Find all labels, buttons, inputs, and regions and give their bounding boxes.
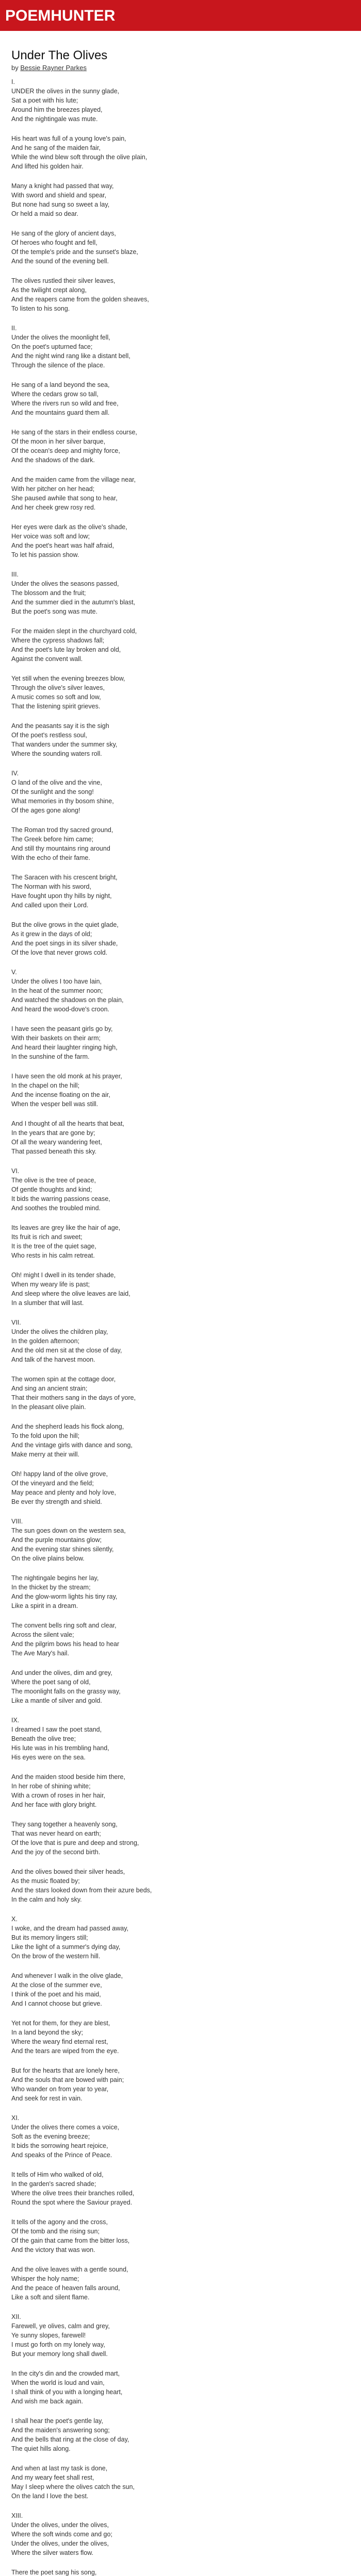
- poem-line: And speaks of the Prince of Peace.: [11, 2151, 112, 2159]
- poem-line: That wanders under the summer sky,: [11, 741, 118, 748]
- poem-line: His lute was in his trembling hand,: [11, 1744, 109, 1752]
- poem-line: And the night wind rang like a distant bell,: [11, 352, 130, 360]
- poem-line: In the calm and holy sky.: [11, 1896, 82, 1903]
- poem-line: And the nightingale was mute.: [11, 115, 98, 123]
- poem-line: And the poet sings in its silver shade,: [11, 940, 118, 947]
- poem-line: And my weary feet shall rest,: [11, 2474, 94, 2481]
- stanza: [11, 77, 228, 124]
- stanza: [11, 1971, 228, 2008]
- poem-line: May peace and plenty and holy love,: [11, 1489, 116, 1496]
- poem-line: Where the weary find eternal rest,: [11, 2038, 108, 2045]
- poem-line: Where the olive trees their branches rolled,: [11, 2190, 135, 2197]
- poem-line: And the incense floating on the air,: [11, 1091, 110, 1098]
- poem-line: Who wander on from year to year,: [11, 2086, 109, 2093]
- poem-line: Under the olives the moonlight fell,: [11, 334, 110, 341]
- poem-line: Its fruit is rich and sweet;: [11, 1233, 83, 1241]
- poem-line: Of all the weary wandering feet,: [11, 1139, 102, 1146]
- poem-line: Of the poet's restless soul,: [11, 732, 87, 739]
- poem-line: And wish me back again.: [11, 2398, 83, 2405]
- poem-line: Of the ocean's deep and mighty force,: [11, 447, 120, 454]
- poem-line: Of the gain that came from the bitter loss,: [11, 2237, 130, 2244]
- poem-line: In the heat of the summer noon;: [11, 987, 103, 994]
- poem-line: They sang together a heavenly song,: [11, 1821, 118, 1828]
- poem-line: And the souls that are bowed with pain;: [11, 2076, 124, 2083]
- poem-line: And the glow-worm lights his tiny ray,: [11, 1593, 118, 1600]
- stanza: [11, 1318, 228, 1364]
- poem-line: A music comes so soft and low,: [11, 693, 101, 701]
- poem-line: Of gentle thoughts and kind;: [11, 1186, 92, 1193]
- poem-line: In the garden's sacred shade;: [11, 2180, 96, 2188]
- poem-line: X.: [11, 1916, 18, 1923]
- poem-line: And the pilgrim bows his head to hear: [11, 1640, 120, 1648]
- poem-line: Of the temple's pride and the sunset's blaze,: [11, 248, 138, 256]
- poem-line: Yet not for them, for they are blest,: [11, 2020, 110, 2027]
- poem-line: On the land I love the best.: [11, 2493, 89, 2500]
- poem-line: And talk of the harvest moon.: [11, 1356, 95, 1363]
- poem-line: Like the light of a summer's dying day,: [11, 1943, 121, 1951]
- poem-line: And the maiden stood beside him there,: [11, 1773, 125, 1781]
- poem-title: Under The Olives: [11, 48, 108, 62]
- poem-line: And he sang of the maiden fair,: [11, 144, 101, 151]
- poem-line: Of the love that never grows cold.: [11, 949, 108, 956]
- poem-line: What memories in thy bosom shine,: [11, 798, 114, 805]
- poem-line: I have seen the peasant girls go by,: [11, 1025, 113, 1032]
- poem-line: XIII.: [11, 2512, 23, 2519]
- stanza: [11, 1375, 228, 1412]
- poem-line: The blossom and the fruit;: [11, 589, 86, 597]
- poem-line: His heart was full of a young love's pain,: [11, 135, 126, 142]
- poem-line: And under the olives, dim and grey,: [11, 1669, 112, 1676]
- stanza: [11, 626, 228, 664]
- poem-line: Under the olives the seasons passed,: [11, 580, 119, 587]
- poem-line: The sun goes down on the western sea,: [11, 1527, 126, 1534]
- poem-line: VI.: [11, 1167, 20, 1175]
- stanza: [11, 1517, 228, 1563]
- poem-line: And the sound of the evening bell.: [11, 258, 109, 265]
- stanza: [11, 522, 228, 560]
- poem-line: In the city's din and the crowded mart,: [11, 2370, 120, 2377]
- poem-line: And I cannot choose but grieve.: [11, 2000, 102, 2007]
- stanza: [11, 1914, 228, 1961]
- poem-line: In a land beyond the sky;: [11, 2029, 83, 2036]
- poem-line: Oh! might I dwell in its tender shade,: [11, 1272, 116, 1279]
- stanza: [11, 2170, 228, 2207]
- poem-line: Like a mantle of silver and gold.: [11, 1697, 102, 1704]
- poem-line: The women spin at the cottage door,: [11, 1376, 116, 1383]
- poem-line: The Ave Mary's hail.: [11, 1650, 69, 1657]
- poem-line: That passed beneath this sky.: [11, 1148, 97, 1155]
- stanza: [11, 674, 228, 711]
- poem-line: And the poet's lute lay broken and old,: [11, 646, 121, 653]
- poem-line: In the thicket by the stream;: [11, 1584, 91, 1591]
- poem-line: The moonlight falls on the grassy way,: [11, 1688, 121, 1695]
- poem-line: VII.: [11, 1319, 21, 1326]
- poem-line: The convent bells ring soft and clear,: [11, 1622, 117, 1629]
- poem-line: He sang of a land beyond the sea,: [11, 381, 110, 388]
- poem-line: Like a spirit in a dream.: [11, 1602, 78, 1609]
- poem-line: And the shepherd leads his flock along,: [11, 1423, 124, 1430]
- poem-line: He sang of the stars in their endless course,: [11, 429, 137, 436]
- poem-line: When the world is loud and vain,: [11, 2379, 105, 2386]
- stanza: [11, 2568, 228, 2576]
- poem-line: It tells of the agony and the cross,: [11, 2218, 108, 2226]
- stanza: [11, 1223, 228, 1260]
- stanza: [11, 475, 228, 512]
- poem-line: In her robe of shining white;: [11, 1783, 91, 1790]
- stanza: [11, 229, 228, 266]
- poem-line: Her voice was soft and low;: [11, 533, 90, 540]
- stanza: [11, 1820, 228, 1857]
- poem-line: Sat a poet with his lute;: [11, 97, 78, 104]
- poem-line: The quiet hills along.: [11, 2445, 71, 2452]
- poem-line: But the olive grows in the quiet glade,: [11, 921, 119, 928]
- poem-line: And the stars looked down from their azure beds,: [11, 1887, 152, 1894]
- poem-line: Through the olive's silver leaves,: [11, 684, 105, 691]
- poem-line: Under the olives there comes a voice,: [11, 2124, 120, 2131]
- stanza: [11, 2369, 228, 2406]
- poem-line: IX.: [11, 1717, 20, 1724]
- poem-line: O land of the olive and the vine,: [11, 779, 102, 786]
- poem-line: And the maiden came from the village near,: [11, 476, 136, 483]
- stanza: [11, 825, 228, 862]
- poem-line: And sing an ancient strain;: [11, 1385, 88, 1392]
- poem-line: Beneath the olive tree;: [11, 1735, 76, 1742]
- poem-line: I woke, and the dream had passed away,: [11, 1925, 128, 1932]
- poem-line: Across the silent vale;: [11, 1631, 74, 1638]
- poem-line: And the olive leaves with a gentle sound,: [11, 2266, 128, 2273]
- poem-line: And lifted his golden hair.: [11, 163, 84, 170]
- stanza: [11, 2217, 228, 2255]
- poem-line: And when at last my task is done,: [11, 2465, 108, 2472]
- poem-line: It bids the warring passions cease,: [11, 1195, 110, 1202]
- poem-line: The Saracen with his crescent bright,: [11, 874, 118, 881]
- stanza: [11, 2416, 228, 2453]
- poem-line: The nightingale begins her lay,: [11, 1574, 99, 1582]
- poem-line: To the fold upon the hill;: [11, 1432, 80, 1439]
- author-link[interactable]: Bessie Rayner Parkes: [20, 64, 87, 72]
- poem-line: But your memory long shall dwell.: [11, 2350, 108, 2358]
- poem-line: Oh! happy land of the olive grove,: [11, 1470, 108, 1478]
- poem-line: On the olive plains below.: [11, 1555, 85, 1562]
- stanza: [11, 1573, 228, 1611]
- poem-line: As the twilight crept along,: [11, 286, 87, 294]
- poem-line: Under the olives the children play,: [11, 1328, 108, 1335]
- poem-line: Round the spot where the Saviour prayed.: [11, 2199, 133, 2206]
- poem-line: And heard their laughter ringing high,: [11, 1044, 118, 1051]
- poem-line: It is the tree of the quiet sage,: [11, 1243, 96, 1250]
- poem-line: And the joy of the second birth.: [11, 1849, 101, 1856]
- poem-line: UNDER the olives in the sunny glade,: [11, 88, 120, 95]
- poem-line: At the close of the summer eve,: [11, 1981, 102, 1989]
- poem-line: And called upon their Lord.: [11, 902, 89, 909]
- poem-line: XII.: [11, 2313, 21, 2320]
- poem-line: The Roman trod thy sacred ground,: [11, 826, 113, 834]
- poem-line: Where the rivers run so wild and free,: [11, 400, 119, 407]
- site-header: [0, 0, 361, 31]
- poem-line: I shall think of you with a longing heart,: [11, 2388, 123, 2396]
- poem-line: In the sunshine of the farm.: [11, 1053, 90, 1060]
- poem-line: And the peasants say it is the sigh: [11, 722, 109, 730]
- stanza: [11, 1166, 228, 1213]
- poem-line: The olive is the tree of peace,: [11, 1177, 96, 1184]
- poem-line: With their baskets on their arm;: [11, 1035, 101, 1042]
- stanza: [11, 1072, 228, 1109]
- poem-line: And I thought of all the hearts that beat,: [11, 1120, 124, 1127]
- poem-line: And the purple mountains glow;: [11, 1536, 102, 1544]
- stanza: [11, 2464, 228, 2501]
- poem-line: As it grew in the days of old;: [11, 930, 92, 938]
- poem-line: To let his passion show.: [11, 551, 79, 558]
- poem-line: Ye sunny slopes, farewell!: [11, 2332, 86, 2339]
- poem-line: With the echo of their fame.: [11, 854, 90, 861]
- poem-line: III.: [11, 571, 19, 578]
- stanza: [11, 181, 228, 218]
- poem-line: And the summer died in the autumn's blast,: [11, 599, 136, 606]
- poem-line: Against the convent wall.: [11, 655, 83, 663]
- poem-line: And still thy mountains ring around: [11, 845, 110, 852]
- stanza: [11, 2312, 228, 2359]
- poem-line: His eyes were on the sea.: [11, 1754, 86, 1761]
- poem-line: Have fought upon thy hills by night,: [11, 892, 112, 900]
- poem-line: And the evening star shines silently,: [11, 1546, 114, 1553]
- poem-line: And her face with glory bright.: [11, 1801, 97, 1808]
- poem-line: Or held a maid so dear.: [11, 210, 78, 217]
- poem-line: I have seen the old monk at his prayer,: [11, 1073, 122, 1080]
- logo-text: POEM: [5, 7, 51, 24]
- poem-line: In the golden afternoon;: [11, 1337, 80, 1345]
- poem-line: Be ever thy strength and shield.: [11, 1498, 102, 1505]
- stanza: [11, 1119, 228, 1156]
- stanza: [11, 2066, 228, 2103]
- stanza: [11, 1469, 228, 1506]
- poem-line: As the music floated by;: [11, 1877, 80, 1885]
- poem-line: Where the cypress shadows fall;: [11, 637, 104, 644]
- poem-line: And the tears are wiped from the eye.: [11, 2047, 119, 2055]
- poem-line: And sleep where the olive leaves are laid,: [11, 1290, 130, 1297]
- stanza: [11, 769, 228, 815]
- poem-body: [11, 77, 228, 2576]
- poem-line: Where the sounding waters roll.: [11, 750, 102, 757]
- poem-line: Of the ages gone along!: [11, 807, 80, 814]
- stanza: [11, 1270, 228, 1308]
- stanza: [11, 324, 228, 370]
- poem-line: When my weary life is past;: [11, 1281, 90, 1288]
- poem-line: And the bells that ring at the close of day,: [11, 2436, 129, 2443]
- poem-line: Her eyes were dark as the olive's shade,: [11, 523, 127, 531]
- poem-line: I must go forth on my lonely way,: [11, 2341, 105, 2348]
- poem-line: Its leaves are grey like the hair of age,: [11, 1224, 121, 1231]
- site-logo[interactable]: [5, 7, 115, 25]
- poem-line: And the victory that was won.: [11, 2246, 95, 2253]
- poem-line: It bids the sorrowing heart rejoice,: [11, 2142, 108, 2149]
- poem-line: It tells of Him who walked of old,: [11, 2171, 104, 2178]
- stanza: [11, 721, 228, 758]
- poem-line: When the vesper bell was still.: [11, 1100, 99, 1108]
- poem-line: With her pitcher on her head;: [11, 485, 95, 493]
- poem-line: For the maiden slept in the churchyard cold,: [11, 628, 137, 635]
- poem-line: But none had sung so sweet a lay,: [11, 201, 110, 208]
- poem-byline: [11, 64, 87, 72]
- stanza: [11, 276, 228, 313]
- poem-line: II.: [11, 325, 17, 332]
- poem-line: And whenever I walk in the olive glade,: [11, 1972, 123, 1979]
- poem-line: The Greek before him came;: [11, 836, 94, 843]
- poem-line: Farewell, ye olives, calm and grey,: [11, 2323, 110, 2330]
- stanza: [11, 873, 228, 910]
- poem-line: She paused awhile that song to hear,: [11, 495, 118, 502]
- poem-line: And the mountains guard them all.: [11, 409, 110, 416]
- poem-line: And the old men sit at the close of day,: [11, 1347, 122, 1354]
- poem-line: And the poet's heart was half afraid,: [11, 542, 114, 549]
- poem-line: Of the sunlight and the song!: [11, 788, 94, 795]
- poem-line: The olives rustled their silver leaves,: [11, 277, 116, 284]
- poem-line: Of the moon in her silver barque,: [11, 438, 106, 445]
- stanza: [11, 380, 228, 417]
- poem-line: But for the hearts that are lonely here,: [11, 2067, 120, 2074]
- stanza: [11, 570, 228, 616]
- stanza: [11, 1024, 228, 1061]
- poem-line: Many a knight had passed that way,: [11, 182, 114, 190]
- stanza: [11, 2511, 228, 2557]
- poem-line: Where the poet sang of old,: [11, 1679, 91, 1686]
- poem-line: Yet still when the evening breezes blow,: [11, 675, 125, 682]
- poem-line: While the wind blew soft through the olive plain,: [11, 154, 147, 161]
- poem-line: Under the olives I too have lain,: [11, 978, 102, 985]
- poem-line: And heard the wood-dove's croon.: [11, 1006, 110, 1013]
- stanza: [11, 1716, 228, 1762]
- byline-prefix: by: [11, 64, 19, 72]
- stanza: [11, 1867, 228, 1904]
- poem-line: Make merry at their will.: [11, 1451, 79, 1458]
- poem-line: And her cheek grew rosy red.: [11, 504, 96, 511]
- poem-line: Of the vineyard and the field;: [11, 1480, 94, 1487]
- poem-line: Under the olives, under the olives,: [11, 2521, 109, 2529]
- stanza: [11, 428, 228, 465]
- stanza: [11, 1772, 228, 1809]
- poem-line: And seek for rest in vain.: [11, 2095, 83, 2102]
- stanza: [11, 2265, 228, 2302]
- poem-line: I shall hear the poet's gentle lay,: [11, 2417, 103, 2425]
- stanza: [11, 968, 228, 1014]
- poem-line: I.: [11, 78, 15, 86]
- logo-suffix: HUNTER: [51, 7, 116, 24]
- poem-line: That the listening spirit grieves.: [11, 703, 101, 710]
- poem-line: In the pleasant olive plain.: [11, 1403, 86, 1411]
- poem-line: Of the love that is pure and deep and strong,: [11, 1839, 139, 1846]
- poem-line: That was never heard on earth;: [11, 1830, 101, 1837]
- poem-line: Around him the breezes played,: [11, 106, 103, 113]
- poem-line: That their mothers sang in the days of yore,: [11, 1394, 136, 1401]
- poem-line: In a slumber that will last.: [11, 1299, 84, 1307]
- poem-line: IV.: [11, 770, 19, 777]
- poem-line: Of the tomb and the rising sun;: [11, 2228, 100, 2235]
- poem-line: And the peace of heaven falls around,: [11, 2284, 120, 2292]
- poem-line: Soft as the evening breeze;: [11, 2133, 90, 2140]
- poem-line: With a crown of roses in her hair,: [11, 1792, 106, 1799]
- poem-line: VIII.: [11, 1518, 23, 1525]
- poem-line: Where the soft winds come and go;: [11, 2531, 112, 2538]
- poem-line: There the poet sang his song,: [11, 2569, 97, 2576]
- poem-line: Who rests in his calm retreat.: [11, 1252, 95, 1259]
- poem-line: Where the cedars grow so tall,: [11, 391, 99, 398]
- poem-line: To listen to his song.: [11, 305, 70, 312]
- poem-line: Whisper the holy name;: [11, 2275, 79, 2282]
- poem-line: And the maiden's answering song;: [11, 2427, 110, 2434]
- poem-line: Where the silver waters flow.: [11, 2549, 94, 2556]
- stanza: [11, 1422, 228, 1459]
- poem-line: I think of the poet and his maid,: [11, 1991, 101, 1998]
- poem-line: With sword and shield and spear,: [11, 192, 107, 199]
- stanza: [11, 920, 228, 957]
- poem-line: The Norman with his sword,: [11, 883, 91, 890]
- stanza: [11, 1621, 228, 1658]
- poem-line: May I sleep where the olives catch the sun,: [11, 2483, 135, 2490]
- stanza: [11, 1668, 228, 1705]
- poem-line: And the olives bowed their silver heads,: [11, 1868, 125, 1875]
- poem-line: He sang of the glory of ancient days,: [11, 230, 116, 237]
- poem-line: And the reapers came from the golden sheaves,: [11, 296, 149, 303]
- poem-line: In the chapel on the hill;: [11, 1082, 80, 1089]
- poem-line: On the poet's upturned face;: [11, 343, 93, 350]
- poem-line: Like a soft and silent flame.: [11, 2294, 90, 2301]
- stanza: [11, 2113, 228, 2160]
- stanza: [11, 134, 228, 171]
- poem-line: In the years that are gone by;: [11, 1129, 95, 1137]
- stanza: [11, 2019, 228, 2056]
- poem-line: Through the silence of the place.: [11, 362, 105, 369]
- poem-line: And the vintage girls with dance and song,: [11, 1442, 133, 1449]
- poem-line: Under the olives, under the olives,: [11, 2540, 109, 2547]
- poem-line: Of heroes who fought and fell,: [11, 239, 97, 246]
- poem-line: XI.: [11, 2114, 20, 2122]
- poem-line: And the shadows of the dark.: [11, 456, 95, 464]
- poem-line: I dreamed I saw the poet stand,: [11, 1726, 102, 1733]
- poem-line: V.: [11, 969, 17, 976]
- poem-line: And watched the shadows on the plain,: [11, 996, 124, 1004]
- poem-line: But the poet's song was mute.: [11, 608, 98, 615]
- poem-line: And soothes the troubled mind.: [11, 1205, 101, 1212]
- poem-line: On the brow of the western hill.: [11, 1953, 101, 1960]
- poem-line: But its memory lingers still;: [11, 1934, 88, 1941]
